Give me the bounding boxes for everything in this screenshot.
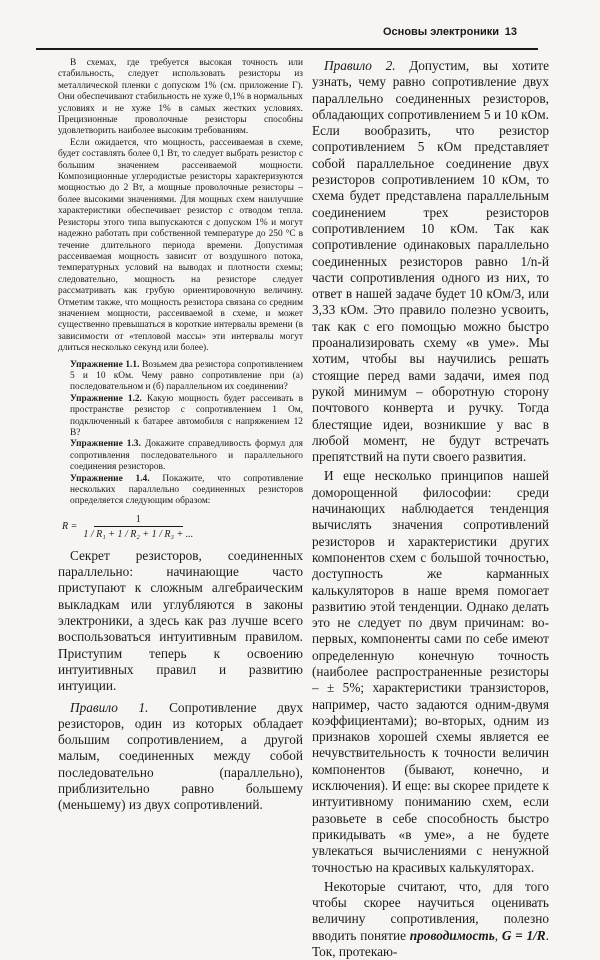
rule-label: Правило 1. (70, 699, 149, 715)
parallel-resistance-formula (62, 514, 303, 540)
formula-denominator: 1 / R₁ + 1 / R₂ + 1 / R₃ + ... (83, 528, 194, 540)
paragraph-philosophy: И еще несколько принципов нашей доморощенной философии: среди начинающих наблюдается тенденция вычислять значения сопротивлений резисторов и характеристики других компонентов схем с большой точностью, доступность же карманных калькуляторов в наше время помогает развитию этой тенденции. Однако делать это не следует по двум причинам: во-первых, компоненты сами по себе имеют определенную конечную точность (наиболее распространенные резисторы – ± 5%; характеристики транзисторов, например, часто задаются одним-двумя коэффициентами); во-вторых, одним из признаков хорошей схемы является ее нечувствительность к точности величин компонентов (бывают, конечно, и исключения). И еще: вы скорее придете к интуитивному пониманию схем, если разовьете в себе способность быстро прикидывать «в уме», а не будете увлекаться вычислениями с ненужной точностью на красивых калькуляторах. (312, 468, 549, 875)
exercise-label: Упражнение 1.2. (70, 393, 142, 404)
rule-1 (58, 700, 303, 814)
exercise-1-3 (58, 439, 303, 473)
exercise-label: Упражнение 1.1. (70, 359, 140, 370)
formula-lhs: R = (62, 521, 78, 533)
paragraph-parallel-secret: Секрет резисторов, соединенных параллельно: начинающие часто приступают к сложным алгебраическим выкладкам или углубляются в законы электроники, а здесь как раз лучше всего воспользоваться интуитивным правилом. Приступим теперь к освоению интуитивных правил и развитию интуиции. (58, 547, 303, 694)
exercise-label: Упражнение 1.3. (70, 439, 141, 450)
rule-text: Сопротивление двух резисторов, один из которых обладает большим сопротивлением, а другой малым, соединенных между собой последовательно (параллельно), приблизительно равно большему (меньшему) из двух сопротивлений. (58, 699, 303, 813)
term-conductance: проводимость (409, 927, 495, 943)
page-number: 13 (504, 26, 517, 38)
exercise-1-1 (58, 360, 303, 394)
running-header (383, 26, 517, 43)
exercise-label: Упражнение 1.4. (70, 473, 150, 484)
formula-numerator: 1 (94, 514, 183, 527)
exercise-text: Какую мощность будет рассеивать в пространстве резистор с сопротивлением 1 Ом, подключенный к батарее автомобиля с напряжением 12 В? (70, 393, 304, 438)
separator-text: , (494, 927, 502, 943)
paragraph-power: Если ожидается, что мощность, рассеиваемая в схеме, будет составлять более 0,1 Вт, то следует выбрать резистор с большим значением рассеиваемой мощности. Композиционные углеродистые резисторы характеризуются мощностью до 2 Вт, а мощные проволочные резисторы – более высокими значениями. Для мощных схем наилучшие характеристики обеспечивает резистор с отводом тепла. Резисторы этого типа выпускаются с допуском 1% и могут надежно работать при собственной температуре до 250 °С в течение длительного периода времени. Допустимая рассеиваемая мощность зависит от воздушного потока, температурных условий на выводах и плотности схемы; следовательно, мощность на резисторе следует рассматривать как грубую ориентировочную величину. Отметим также, что мощность резистора связана со средним значением мощности, рассеиваемой в схеме, и может существенно превышаться в короткие интервалы времени (в зависимости от «тепловой массы» эти интервалы могут длиться несколько секунд или более). (58, 137, 303, 354)
exercise-text: Возьмем два резистора сопротивлением 5 и 10 кОм. Чему равно сопротивление при (а) последовательном и (б) параллельном их соединении? (70, 359, 303, 393)
exercise-text: Докажите справедливость формул для сопротивления последовательного и параллельного соединения резисторов. (70, 439, 303, 473)
rule-2 (312, 58, 549, 465)
formula-fraction (83, 514, 193, 540)
paragraph-text: . Ток, протекаю- (312, 927, 549, 960)
running-title: Основы электроники (383, 26, 500, 38)
conductance-formula: G = 1/R (501, 927, 546, 943)
header-rule (36, 48, 538, 50)
rule-label: Правило 2. (324, 58, 396, 73)
paragraph-metal-film: В схемах, где требуется высокая точность или стабильность, следует использовать резисторы из металлической пленки с допуском 1% (см. приложение Г). Они обеспечивают стабильность не хуже 0,1% в нормальных условиях и не хуже 1% в самых жестких условиях. Прецизионные проволочные резисторы способны удовлетворить наиболее высоким требованиям. (58, 58, 303, 137)
paragraph-text: Некоторые считают, что, для того чтобы скорее научиться оценивать величину сопротивления, полезно вводить понятие (312, 878, 549, 943)
rule-text: Допустим, вы хотите узнать, чему равно сопротивление двух параллельно соединенных резисторов, обладающих сопротивлением 5 и 10 кОм. Если вообразить, что резистор сопротивлением 5 кОм представляет собой параллельное соединение двух резисторов сопротивлением 10 кОм, то схема будет представлена параллельным соединением трех резисторов сопротивлением 10 кОм. Так как сопротивление одинаковых параллельно соединенных резисторов равно 1/n-й части сопротивления одного из них, то ответ в нашей задаче будет 10 кОм/3, или 3,33 кОм. Это правило полезно усвоить, так как с его помощью можно быстро проанализировать схему «в уме». Мы хотим, чтобы вы научились решать стоящие перед вами задачи, имея под рукой минимум – оборотную сторону почтового конверта и ручку. Тогда блестящие идеи, возникшие у вас в любой момент, не будут встречать препятствий на пути своего развития. (312, 58, 549, 465)
left-column (58, 58, 304, 813)
exercise-1-4 (58, 474, 303, 508)
paragraph-conductance (312, 879, 549, 960)
exercise-1-2 (58, 394, 303, 440)
exercise-text: Покажите, что сопротивление нескольких параллельно соединенных резисторов определяется следующим образом: (70, 473, 303, 507)
right-column (312, 58, 549, 960)
